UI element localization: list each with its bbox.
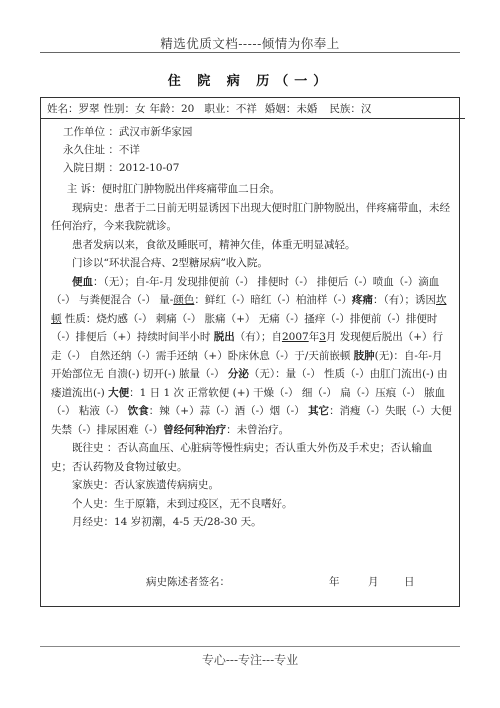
qita-text: ：消瘦（-）失眠（-）大便失禁（-）排尿困难（-）	[51, 405, 452, 436]
footer-rule	[40, 646, 460, 647]
bianxue-label: 便血	[72, 275, 93, 288]
personal-history: 个人史：生于原籍，未到过疫区，无不良嗜好。	[72, 497, 293, 510]
patient-age: 年龄：20	[149, 102, 195, 115]
zhiliao-text: ：未曾治疗。	[226, 423, 290, 436]
menstrual-history: 月经史：14 岁初潮，4-5 天/28-30 天。	[72, 516, 262, 528]
bianxue-color-text: ：鲜红（-）暗红（-）柏油样（-）	[194, 294, 352, 306]
tengtong-text-b: 性质：烧灼感（-） 刺痛（-） 胀痛（+） 无痛（-）搔痒（-）排便前（-）排便时（-）排便后（+）持续时间半小时	[51, 312, 438, 343]
past-history: 既往史 ：否认高血压、心脏病等慢性病史；否认重大外伤及手术史；否认输血史；否认药物及食物过敏史。	[51, 442, 433, 473]
dabian-label: 大便	[108, 386, 130, 399]
signature-year: 年	[329, 576, 340, 588]
chief-complaint: 主 诉：便时肛门肿物脱出伴疼痛带血二日余。	[66, 183, 281, 195]
signature-day: 日	[404, 576, 415, 588]
yinshi-text: ：辣（+）蒜（-）酒（-）烟（-）	[148, 405, 309, 417]
tuochu-year: 2007	[281, 331, 309, 343]
address: 永久住址 ：不详	[63, 144, 140, 156]
record-sheet	[40, 97, 460, 607]
tuochu-text-c: 月 发现便后脱出（+）行走（-） 自然还纳（-）需手还纳（+）卧床休息（-）于/天前嵌顿	[51, 331, 444, 362]
zhongzhang-label: 肢肿	[353, 349, 375, 362]
tuochu-text-b: 年	[308, 331, 320, 343]
tengtong-label: 疼痛	[351, 294, 373, 306]
family-history: 家族史：否认家族遗传病病史。	[72, 479, 219, 491]
bianxue-text: ：（无）；自-年-月 发现排便前（-） 排便时（-） 排便后（-）喷血（-）滴血（-） 与粪便混合（-） 量-	[51, 275, 440, 306]
tengtong-text-a: ：（有）；诱因	[372, 294, 436, 306]
dabian-text: ：1 日 1 次 正常软便 (+) 干燥（-） 细（-） 扁（-）压痕（-） 脓血（-） 粘液（-）	[51, 386, 446, 417]
patient-info-row	[41, 98, 465, 119]
present-illness-general: 患者发病以来，食欲及睡眠可，精神欠佳，体重无明显减轻。	[72, 238, 356, 251]
qita-label: 其它	[308, 405, 330, 417]
present-illness-diagnosis: 门诊以“环状混合痔、2型糖尿病”收入院。	[72, 257, 268, 269]
header-rule	[40, 52, 460, 53]
zhongzhang-text: (无)：自-年-月 开始部位无 自溃(-) 切开(-) 脓量（-）	[51, 349, 443, 380]
patient-name: 姓名：罗翠	[47, 102, 100, 115]
fenmi-label: 分泌	[227, 368, 249, 380]
tuochu-label: 脱出	[213, 331, 235, 343]
workplace: 工作单位 ：武汉市新华家园	[63, 126, 193, 138]
bianxue-color-label: 颜色	[173, 294, 195, 306]
page-title: 住 院 病 历（一）	[167, 74, 333, 89]
yinshi-label: 饮食	[127, 405, 149, 417]
signature-month: 月	[368, 576, 379, 588]
fenmi-text: （无）：量（-） 性质（-）由肛门流出(-) 由瘘道流出(-)	[51, 368, 448, 399]
patient-gender: 性别：女	[103, 102, 146, 115]
header-top-text: 精选优质文档-----倾情为你奉上	[160, 36, 340, 51]
patient-marriage: 婚姻：未婚	[264, 102, 318, 115]
symptom-block	[51, 273, 453, 440]
patient-occupation: 职业：不祥	[204, 102, 257, 115]
patient-ethnicity: 民族：汉	[329, 102, 372, 115]
admission-date: 入院日期 ：2012-10-07	[63, 162, 180, 174]
footer-text: 专心---专注---专业	[201, 653, 299, 667]
history-body	[51, 180, 453, 532]
tuochu-text-a: （有）；自	[234, 331, 282, 343]
tuochu-month: 3	[319, 331, 326, 343]
zhiliao-label: 曾经何种治疗	[163, 423, 227, 436]
present-illness: 现病史：患者于二日前无明显诱因下出现大便时肛门肿物脱出，伴疼痛带血，未经任何治疗，今来我院就诊。	[51, 201, 450, 232]
signature-label: 病史陈述者签名：	[146, 576, 230, 588]
tengtong-cause: 坎顿	[51, 294, 447, 325]
